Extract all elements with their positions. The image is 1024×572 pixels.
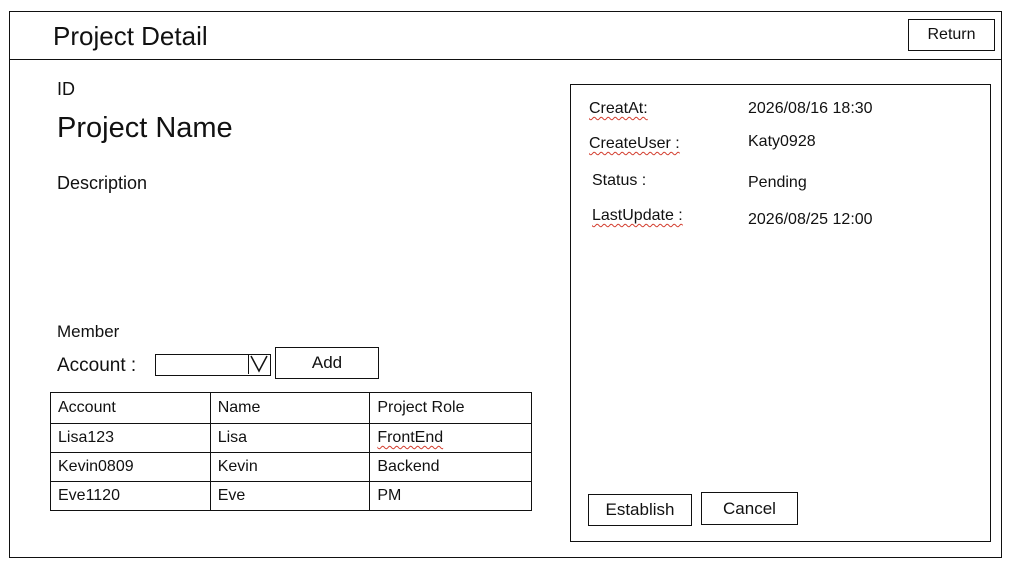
cell-account: Kevin0809 <box>51 453 211 482</box>
cell-project-role-text: FrontEnd <box>377 429 444 446</box>
add-member-button[interactable]: Add <box>275 347 379 379</box>
create-user-key <box>589 135 680 153</box>
member-section-label: Member <box>57 322 120 341</box>
cell-project-role: Backend <box>370 453 532 482</box>
cell-project-role <box>370 424 532 453</box>
cancel-button[interactable]: Cancel <box>701 492 798 525</box>
cell-name: Lisa <box>210 424 370 453</box>
chevron-down-icon[interactable] <box>248 355 270 374</box>
created-at-key <box>589 100 648 118</box>
created-at-value: 2026/08/16 18:30 <box>748 100 873 117</box>
column-header-project-role: Project Role <box>370 393 532 424</box>
create-user-value: Katy0928 <box>748 133 816 150</box>
account-select[interactable] <box>155 354 271 376</box>
column-header-account: Account <box>51 393 211 424</box>
cell-account: Lisa123 <box>51 424 211 453</box>
cell-name: Kevin <box>210 453 370 482</box>
created-at-key-text: CreatAt: <box>589 100 648 117</box>
cell-account: Eve1120 <box>51 482 211 511</box>
project-description-label: Description <box>57 173 148 193</box>
header-divider <box>9 59 1002 60</box>
member-table <box>50 392 532 511</box>
return-button[interactable]: Return <box>908 19 995 51</box>
last-update-key <box>592 207 683 225</box>
account-label: Account : <box>57 355 137 376</box>
column-header-name: Name <box>210 393 370 424</box>
project-name: Project Name <box>57 112 233 144</box>
cell-project-role: PM <box>370 482 532 511</box>
project-id-label: ID <box>57 79 75 99</box>
table-row[interactable] <box>51 453 532 482</box>
status-value: Pending <box>748 174 807 191</box>
establish-button[interactable]: Establish <box>588 494 692 526</box>
last-update-key-text: LastUpdate : <box>592 207 683 224</box>
table-header-row <box>51 393 532 424</box>
create-user-key-text: CreateUser : <box>589 135 680 152</box>
status-key: Status : <box>592 172 647 189</box>
cell-name: Eve <box>210 482 370 511</box>
table-row[interactable] <box>51 424 532 453</box>
page-title: Project Detail <box>53 21 208 51</box>
last-update-value: 2026/08/25 12:00 <box>748 211 873 228</box>
table-row[interactable] <box>51 482 532 511</box>
